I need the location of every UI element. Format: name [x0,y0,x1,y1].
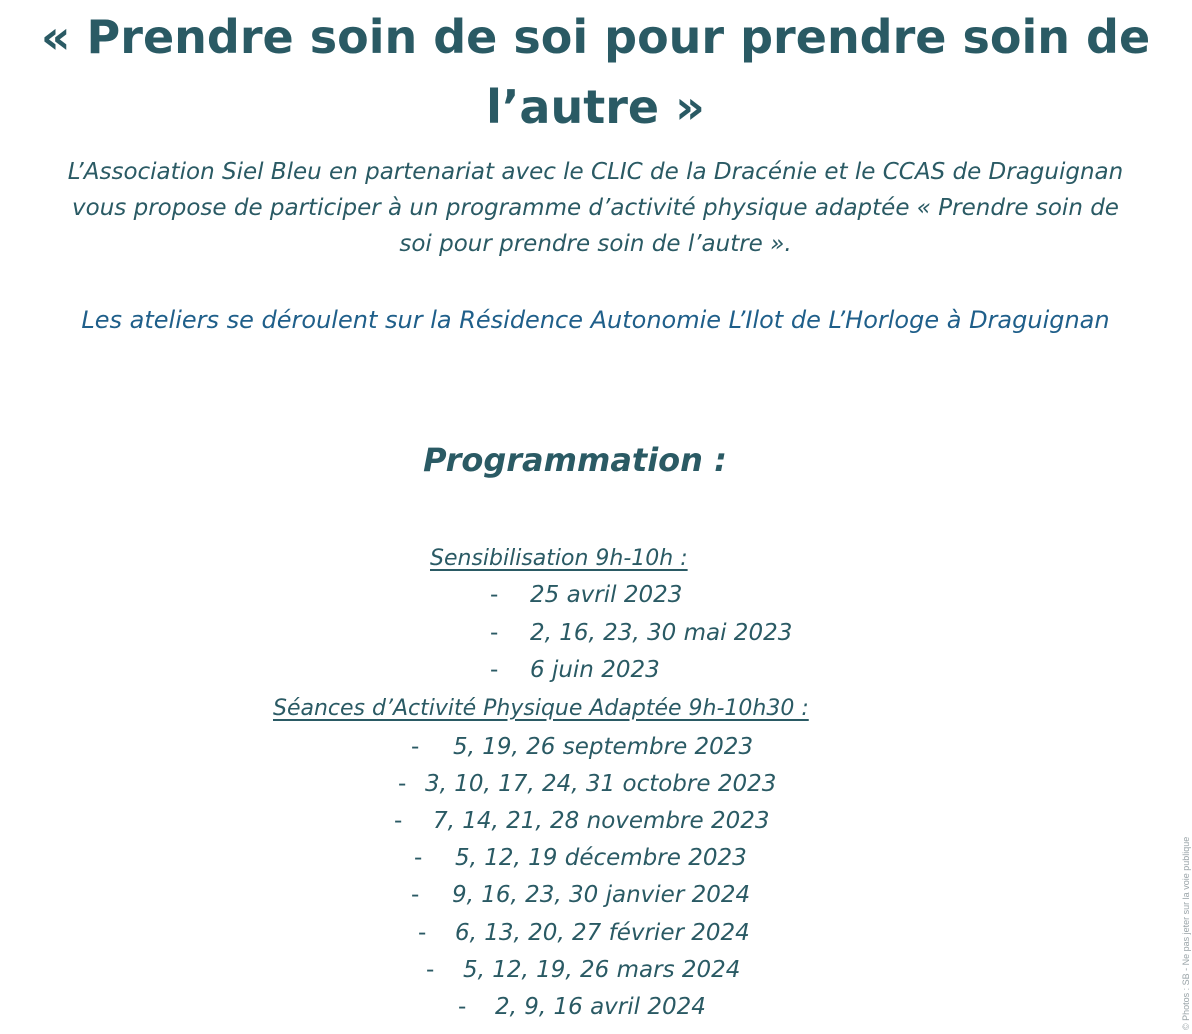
side-note [1166,730,1191,1030]
list-item: 5, 19, 26 septembre 2023 [453,734,754,760]
seances-label: Séances d’Activité Physique Adaptée 9h-10h30 : [273,696,809,721]
list-dash: - [426,957,435,983]
list-dash: - [394,808,403,834]
list-dash: - [411,882,420,908]
list-dash: - [411,734,420,760]
title-line-1: « Prendre soin de soi pour prendre soin de [40,10,1151,64]
list-item: 7, 14, 21, 28 novembre 2023 [433,808,770,834]
list-item: 6, 13, 20, 27 février 2024 [455,920,750,946]
intro-line-2: vous propose de participer à un programme d’activité physique adaptée « Prendre soin de [72,195,1119,221]
intro-line-1: L’Association Siel Bleu en partenariat avec le CLIC de la Dracénie et le CCAS de Draguignan [67,159,1124,185]
list-item: 3, 10, 17, 24, 31 octobre 2023 [425,771,777,797]
list-item: 2, 16, 23, 30 mai 2023 [530,620,793,646]
list-item: 25 avril 2023 [530,582,683,608]
list-dash: - [418,920,427,946]
list-dash: - [398,771,407,797]
list-item: 6 juin 2023 [530,657,660,683]
list-dash: - [414,845,423,871]
list-item: 5, 12, 19 décembre 2023 [455,845,747,871]
intro-line-3: soi pour prendre soin de l’autre ». [399,231,792,257]
side-note-text: © Photos : SB - Ne pas jeter sur la voie publique [1181,836,1191,1030]
list-item: 5, 12, 19, 26 mars 2024 [463,957,741,983]
list-dash: - [490,620,499,646]
list-item: 9, 16, 23, 30 janvier 2024 [452,882,751,908]
location-text: Les ateliers se déroulent sur la Résidence Autonomie L’Ilot de L’Horloge à Draguignan [81,306,1110,334]
list-dash: - [458,994,467,1020]
list-dash: - [490,582,499,608]
list-dash: - [490,657,499,683]
list-item: 2, 9, 16 avril 2024 [495,994,706,1020]
sensibilisation-label: Sensibilisation 9h-10h : [430,546,688,571]
programmation-heading: Programmation : [423,441,727,479]
title-line-2: l’autre » [486,80,705,134]
